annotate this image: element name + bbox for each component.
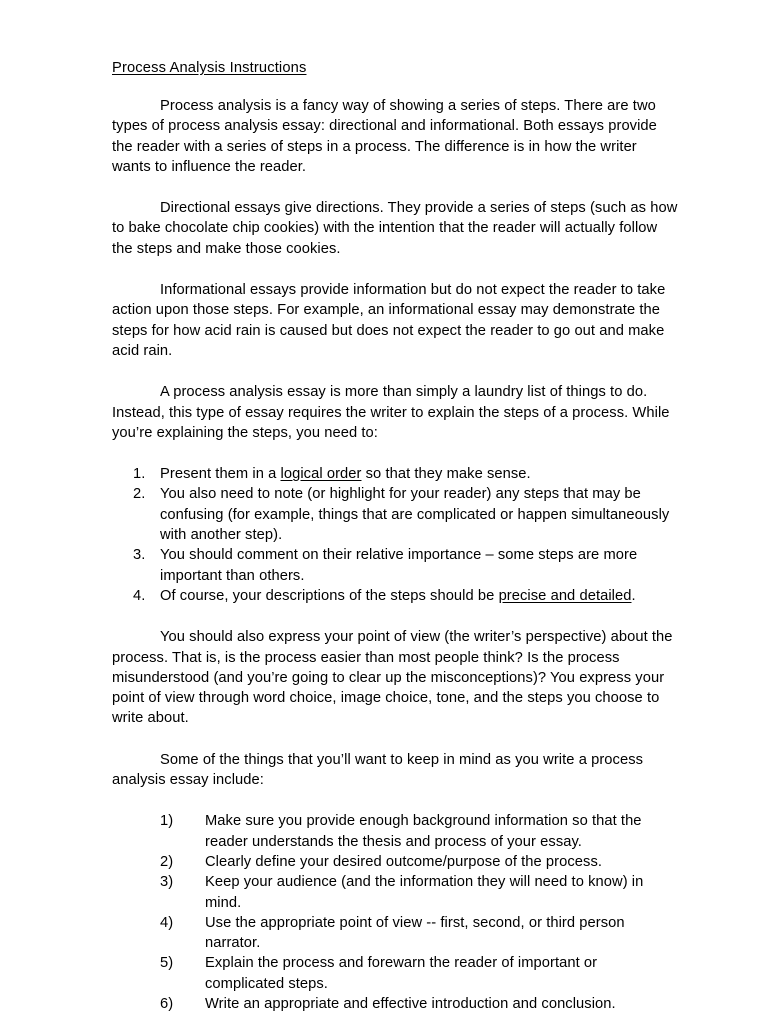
list-item-text-after: . — [631, 587, 636, 604]
numbered-list — [112, 464, 678, 606]
list-item — [112, 913, 678, 954]
paragraph-5: You should also express your point of view (the writer’s perspective) about the process. That is, is the process easier than most people think? Is the process misunderstood (and you’re going to clear up the misconceptions)? You express your point of view through word choice, image choice, tone, and the steps you choose to write about. — [112, 629, 673, 727]
list-item-text-before: You also need to note (or highlight for your reader) any steps that may be confusing (for example, things that are complicated or happen simultaneously with another step). — [160, 486, 670, 544]
list-item — [112, 484, 678, 545]
list-item — [112, 545, 678, 586]
paragraph-6: Some of the things that you’ll want to keep in mind as you write a process analysis essay include: — [112, 751, 644, 789]
list-marker: 2. — [133, 486, 146, 503]
paragraph-4: A process analysis essay is more than simply a laundry list of things to do. Instead, this type of essay requires the writer to explain the steps of a process. While you’re explaining the steps, you need to: — [112, 384, 670, 441]
list-item-text-underlined: logical order — [280, 466, 362, 483]
list-marker: 2) — [160, 853, 174, 870]
list-item-text-before: Present them in a — [160, 466, 281, 483]
list-item — [112, 994, 678, 1014]
list-item-text: Keep your audience (and the information they will need to know) in mind. — [205, 874, 644, 911]
paragraph-3: Informational essays provide information but do not expect the reader to take action upon those steps. For example, an informational essay may demonstrate the steps for how acid rain is caused but does not expect the reader to go out and make acid rain. — [112, 282, 666, 359]
list-item-text-before: You should comment on their relative importance – some steps are more important than others. — [160, 547, 638, 584]
list-marker: 1. — [133, 466, 146, 483]
list-item — [112, 586, 678, 606]
list-marker: 6) — [160, 995, 174, 1012]
list-item-text-after: so that they make sense. — [361, 466, 531, 483]
list-marker: 4. — [133, 587, 146, 604]
list-item — [112, 852, 678, 872]
list-item-text-underlined: precise and detailed — [498, 587, 632, 604]
list-marker: 3) — [160, 874, 174, 891]
list-marker: 4) — [160, 914, 174, 931]
list-item-text: Clearly define your desired outcome/purpose of the process. — [205, 853, 603, 870]
list-item-text: Use the appropriate point of view -- first, second, or third person narrator. — [205, 914, 625, 952]
document-title: Process Analysis Instructions — [112, 60, 307, 76]
list-item — [112, 872, 678, 913]
list-item — [112, 953, 678, 994]
list-item-text-before: Of course, your descriptions of the steps should be — [160, 587, 499, 604]
list-item-text: Write an appropriate and effective introduction and conclusion. — [205, 995, 616, 1012]
paren-list — [112, 811, 678, 1014]
list-item-text: Explain the process and forewarn the reader of important or complicated steps. — [205, 955, 598, 992]
list-item-text: Make sure you provide enough background information so that the reader understands the thesis and process of your essay. — [205, 813, 642, 850]
document-body — [112, 58, 678, 1014]
list-marker: 1) — [160, 813, 174, 830]
paragraph-2: Directional essays give directions. They provide a series of steps (such as how to bake chocolate chip cookies) with the intention that the reader will actually follow the steps and make those cookies. — [112, 200, 678, 257]
list-item — [112, 811, 678, 852]
paragraph-1: Process analysis is a fancy way of showing a series of steps. There are two types of process analysis essay: directional and informational. Both essays provide the reader with a series of steps in a process. The difference is in how the writer wants to influence the reader. — [112, 98, 657, 175]
list-item — [112, 464, 678, 484]
list-marker: 5) — [160, 955, 174, 972]
list-marker: 3. — [133, 547, 146, 564]
